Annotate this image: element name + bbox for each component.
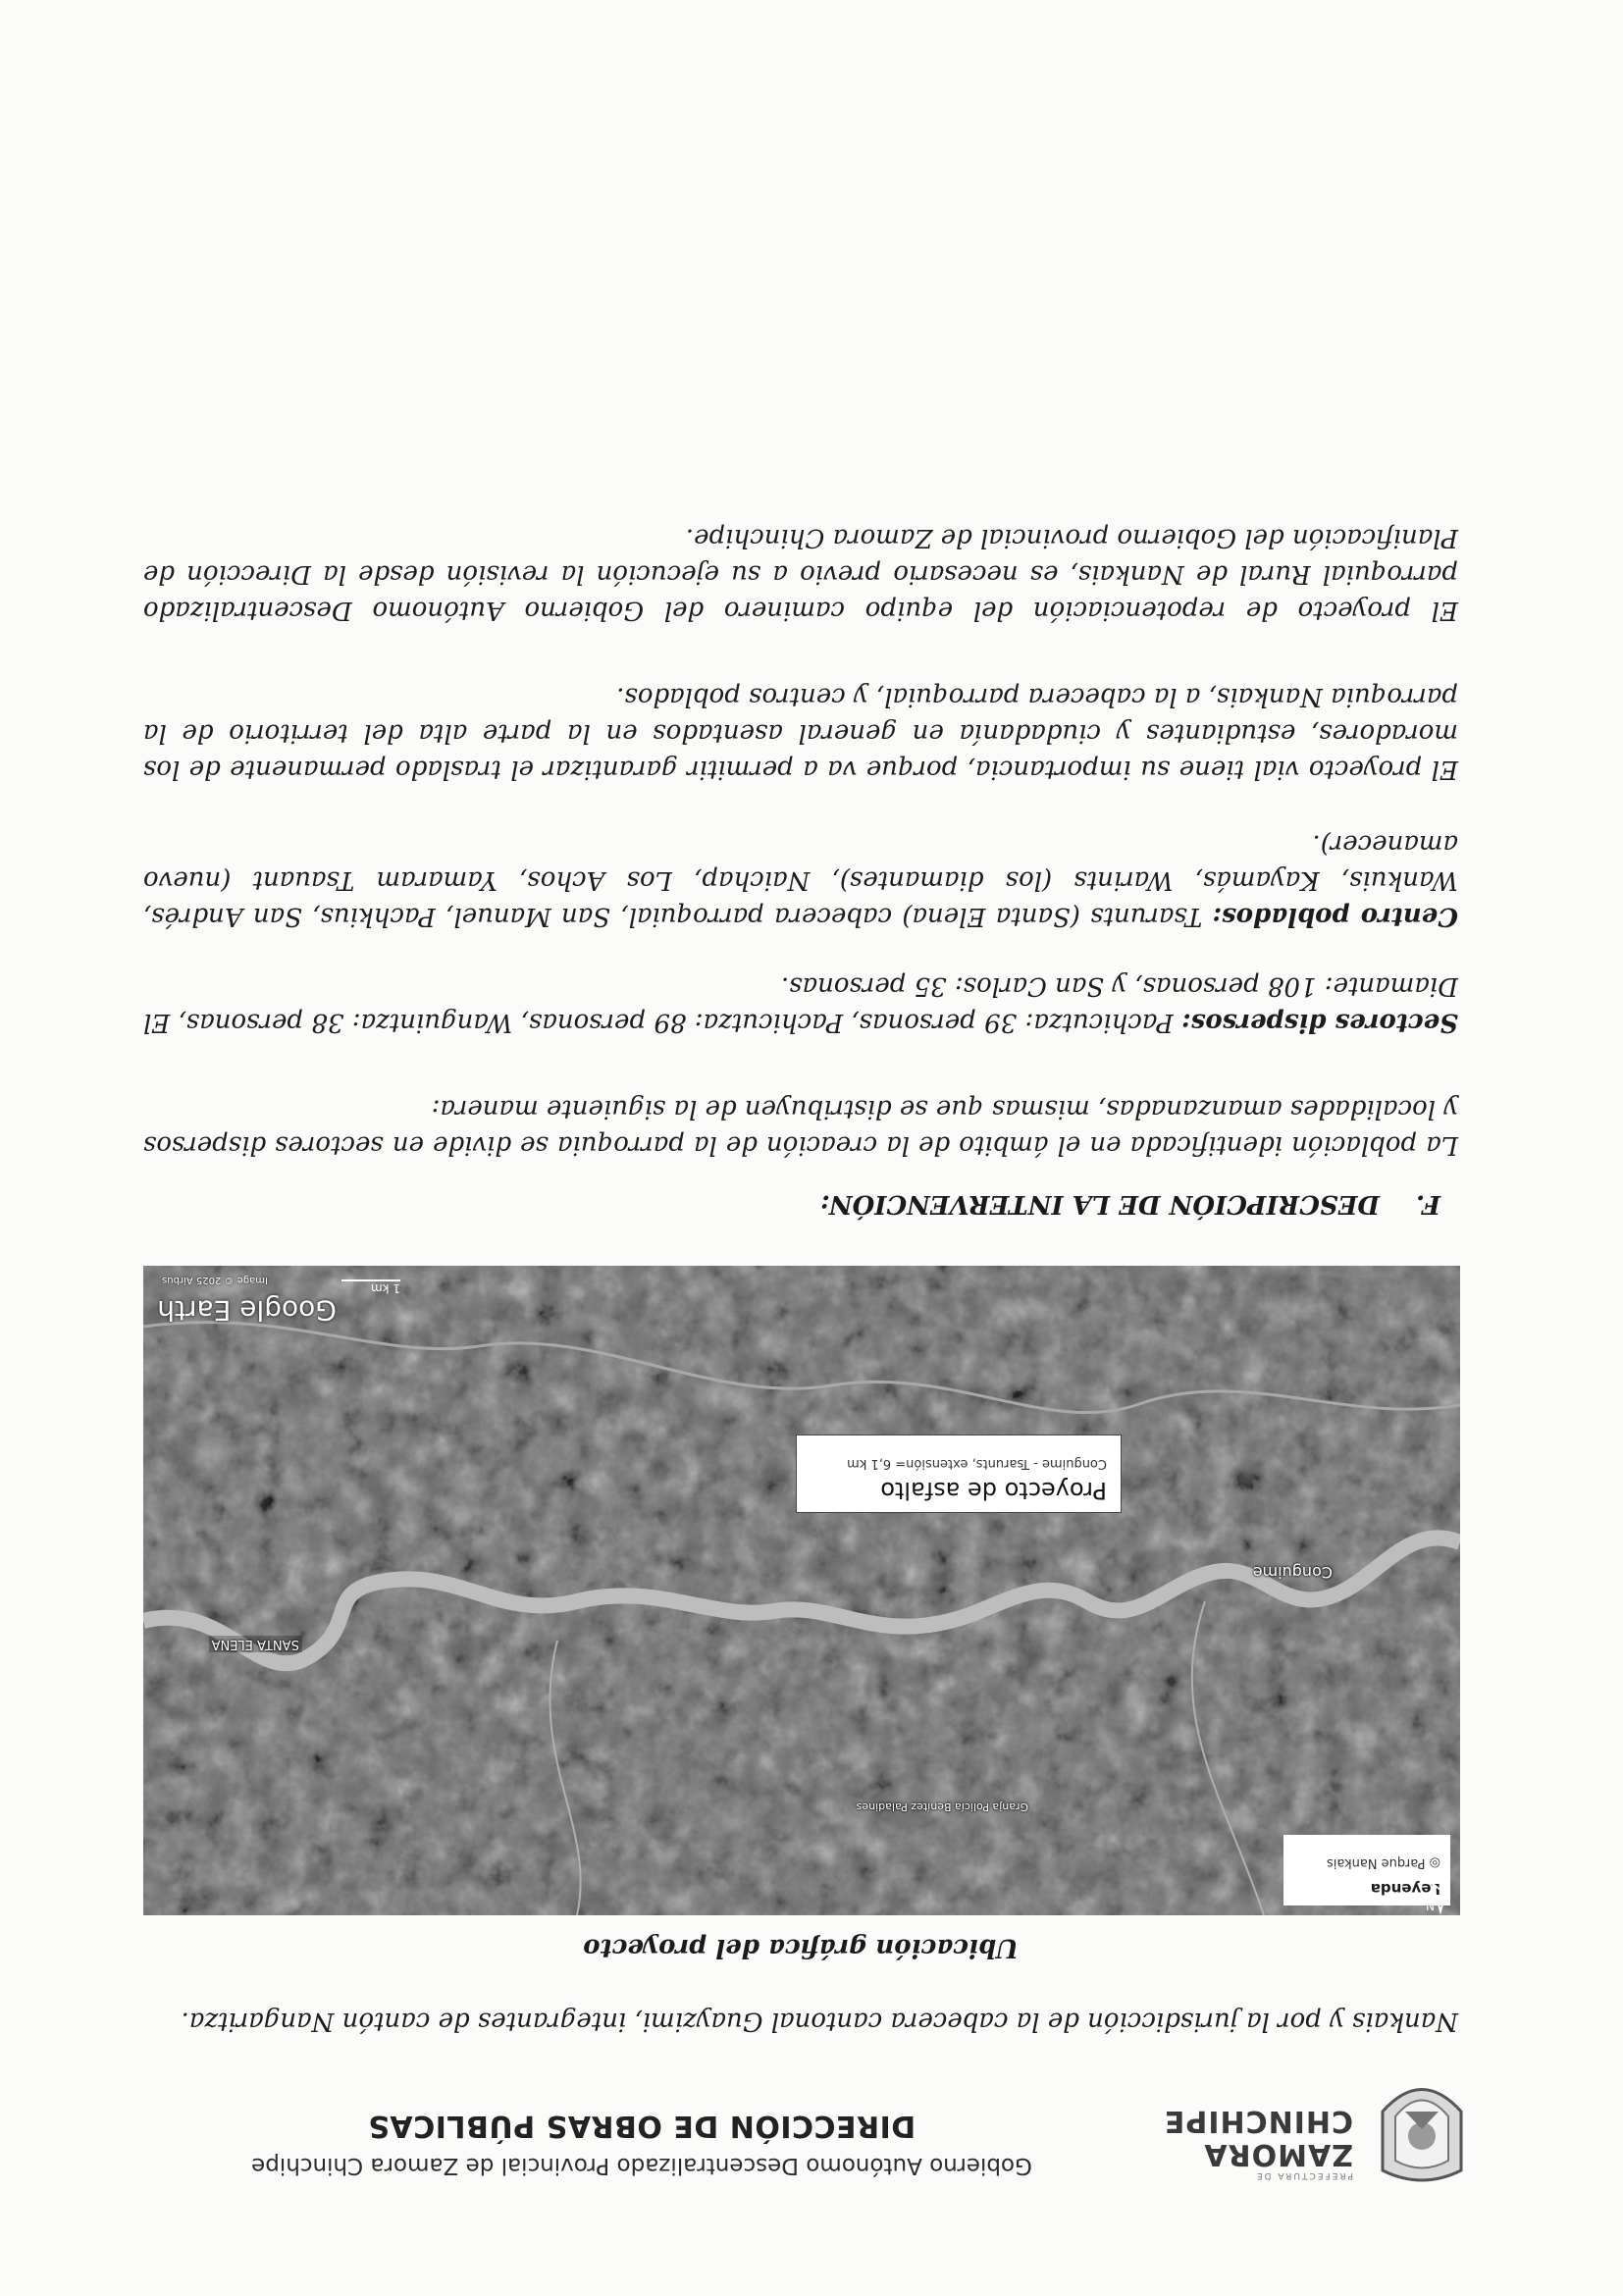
paragraph-project-review: El proyecto de repotenciación del equipo caminero del Gobierno Autónomo Descentralizado parroquial Rural de Nankais, es necesario previo a su ejecución la revisión desde la Dirección de Planificación del Gobierno provincial de Zamora Chinchipe. <box>143 523 1458 625</box>
legend-item-label: Parque Nankais <box>1326 1855 1426 1870</box>
intro-paragraph: Nankais y por la jurisdicción de la cabecera cantonal Guayzimi, integrantes de cantón Nangaritza. <box>181 2007 1458 2036</box>
section-title: DESCRIPCIÓN DE LA INTERVENCIÓN: <box>820 1189 1380 1219</box>
organization-name: Gobierno Autónomo Descentralizado Provincial de Zamora Chinchipe <box>251 2153 1032 2178</box>
compass-label: N <box>1426 1899 1435 1912</box>
paragraph-populated-centers <box>143 825 1458 934</box>
map-label-granja: Granja Policía Benítez Paladines <box>856 1800 1028 1813</box>
map-terrain <box>143 1266 1460 1915</box>
brand-line-1: ZAMORA <box>1203 2137 1353 2171</box>
page-header <box>141 2062 1476 2190</box>
map-caption: Ubicación gráfica del proyecto <box>583 1933 1019 1962</box>
google-earth-watermark: Google Earth <box>157 1294 337 1327</box>
callout-subtitle: Conguime - Tsarunts, extensión= 6,1 km <box>847 1456 1107 1471</box>
dispersed-sectors-label: Sectores dispersos: <box>1181 1008 1458 1037</box>
dispersed-sectors-text: Pachicutza: 39 personas, Pachicutza: 89 personas, Wanguintza: 38 personas, El Diamante: 108 personas, y San Carlos: 35 personas. <box>143 971 1458 1037</box>
map-label-santa-elena: SANTA ELENA <box>209 1636 302 1652</box>
north-arrow-icon <box>1421 1876 1460 1915</box>
section-number: F. <box>1416 1189 1440 1219</box>
paragraph-project-importance: El proyecto vial tiene su importancia, porque va a permitir garantizar el traslado permanente de los moradores, estudiantes y ciudadanía en general asentados en la parte alta del territorio de la parroquia Nankais, a la cabecera parroquial, y centros poblados. <box>143 682 1458 784</box>
prefecture-logo-icon <box>1368 2062 1476 2190</box>
satellite-map <box>143 1266 1460 1915</box>
department-name: DIRECCIÓN DE OBRAS PÚBLICAS <box>367 2109 916 2143</box>
map-label-conguime: Conguime <box>1252 1563 1333 1582</box>
section-heading <box>143 1189 1458 1219</box>
legend-item: ◎ Parque Nankais <box>1326 1855 1440 1870</box>
legend-title: Leyenda <box>1370 1880 1440 1898</box>
brand-block <box>1163 2104 1353 2180</box>
brand-line-2: CHINCHIPE <box>1163 2104 1353 2138</box>
callout-title: Proyecto de asfalto <box>880 1477 1107 1504</box>
header-text <box>141 2109 1142 2178</box>
imagery-credit: Image © 2025 Airbus <box>162 1275 268 1285</box>
populated-centers-label: Centro poblados: <box>1212 902 1458 931</box>
project-callout <box>796 1435 1122 1513</box>
brand-prefix: PREFECTURA DE <box>1254 2170 1353 2180</box>
paragraph-dispersed-sectors <box>143 967 1458 1040</box>
populated-centers-text: Tsarunts (Santa Elena) cabecera parroquial, San Manuel, Pachkius, San Andrés, Wankuis, Kayamás, Warints (los diamantes), Naichap, Los Achos, Yamaram Tsauant (nuevo amanecer). <box>142 829 1458 931</box>
paragraph-population: La población identificada en el ámbito de la creación de la parroquia se divide en sectores dispersos y localidades amanzanadas, mismas que se distribuyen de la siguiente manera: <box>143 1094 1458 1160</box>
map-scale: 1 km <box>341 1279 400 1295</box>
